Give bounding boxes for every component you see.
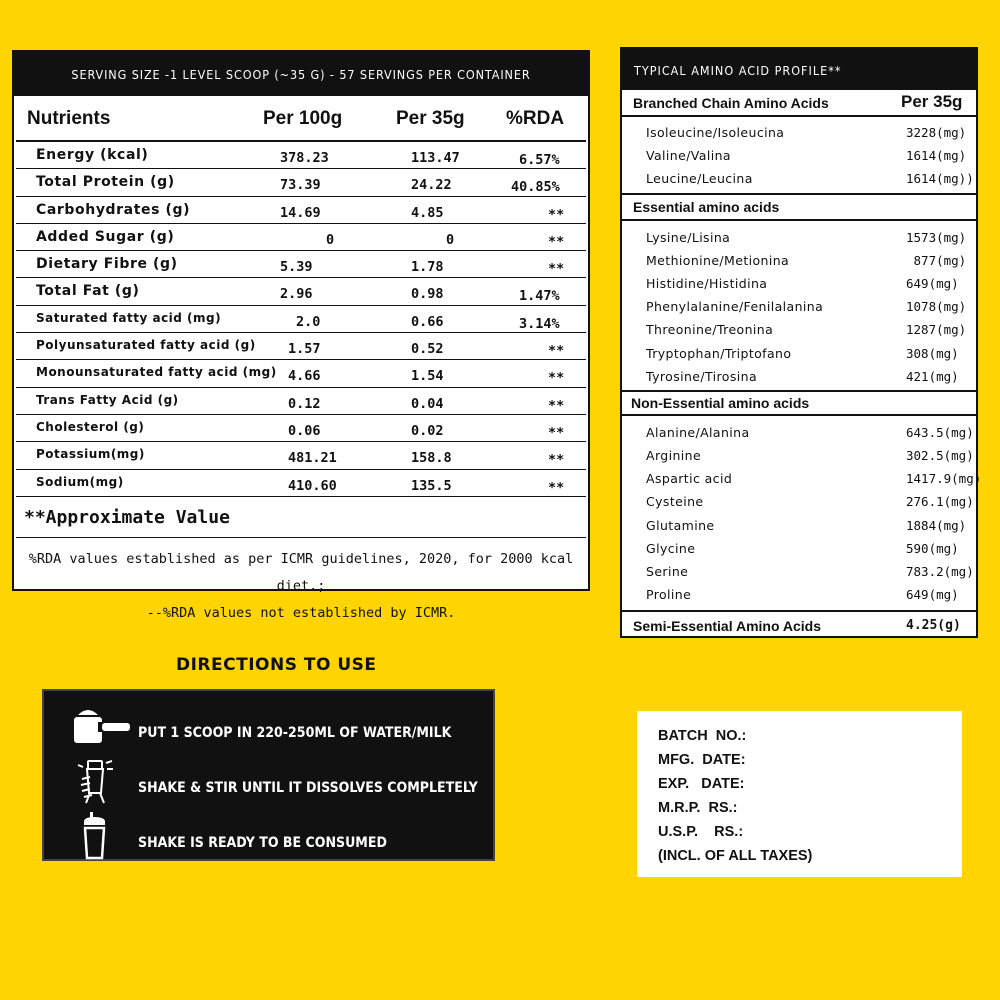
amino-name: Leucine/Leucina xyxy=(646,171,753,187)
nutrient-per100: 2.0 xyxy=(296,313,321,330)
nutrient-per35: 0.52 xyxy=(411,341,444,358)
nutrient-name: Monounsaturated fatty acid (mg) xyxy=(36,365,277,380)
nutrient-per100: 5.39 xyxy=(280,259,313,276)
batch-number-label: BATCH NO.: xyxy=(658,728,747,744)
amino-name: Tryptophan/Triptofano xyxy=(646,345,792,361)
nonessential-list xyxy=(622,416,982,613)
nutrient-per100: 0 xyxy=(326,231,335,248)
amino-name: Phenylalanine/Fenilalanina xyxy=(646,299,824,315)
nutrient-per100: 481.21 xyxy=(288,450,337,467)
step-2-text: SHAKE & STIR UNTIL IT DISSOLVES COMPLETELY xyxy=(138,780,478,796)
nutrient-per100: 0.12 xyxy=(288,395,321,412)
nutrient-row-carbohydrates xyxy=(16,197,586,224)
amino-name: Proline xyxy=(646,587,692,603)
nutrient-name: Added Sugar (g) xyxy=(36,228,175,245)
amino-name: Cysteine xyxy=(646,494,704,510)
amino-row xyxy=(622,421,976,444)
essential-title: Essential amino acids xyxy=(633,198,780,215)
amino-row xyxy=(622,249,976,272)
amino-row xyxy=(622,560,976,583)
nutrient-per35: 113.47 xyxy=(411,150,460,166)
amino-value: 1417.9(mg) xyxy=(906,471,982,487)
nutrient-rda: ** xyxy=(548,370,565,387)
shake-hand-icon xyxy=(76,757,116,807)
nutrient-rda: 3.14% xyxy=(519,315,560,332)
nutrient-name: Sodium(mg) xyxy=(36,474,124,489)
amino-row xyxy=(622,537,976,560)
amino-name: Valine/Valina xyxy=(646,148,731,164)
amino-value: 1614(mg) xyxy=(906,148,967,164)
semi-essential-row xyxy=(622,612,976,636)
nutrient-name: Saturated fatty acid (mg) xyxy=(36,310,222,325)
amino-value: 590(mg) xyxy=(906,540,959,556)
nutrient-per35: 158.8 xyxy=(411,450,452,467)
amino-value: 877(mg) xyxy=(906,252,967,268)
essential-section-header xyxy=(622,195,976,221)
rda-footnote xyxy=(14,538,588,627)
amino-row xyxy=(622,167,976,190)
amino-acid-profile-panel xyxy=(620,47,982,638)
nutrient-per100: 14.69 xyxy=(280,204,321,221)
nutrient-per35: 24.22 xyxy=(411,177,452,194)
nutrient-per35: 4.85 xyxy=(411,204,444,221)
nutrient-name: Potassium(mg) xyxy=(36,447,145,462)
per-35g-label: Per 35g xyxy=(901,92,963,111)
nutrient-row-trans-fat xyxy=(16,388,586,415)
nutrient-row-added-sugar xyxy=(16,224,586,251)
amino-value: 1078(mg) xyxy=(906,299,967,315)
col-per-35g: Per 35g xyxy=(396,108,465,129)
rda-footnote-line-1: %RDA values established as per ICMR guidelines, 2020, for 2000 kcal diet.; xyxy=(28,550,574,594)
mfg-date-label: MFG. DATE: xyxy=(658,752,746,768)
semi-essential-title: Semi-Essential Amino Acids xyxy=(633,618,822,635)
nutrient-rda: ** xyxy=(548,206,565,223)
nutrient-per100: 410.60 xyxy=(288,477,337,494)
amino-value: 1573(mg) xyxy=(906,229,967,245)
nutrient-rda: 40.85% xyxy=(511,179,560,196)
amino-name: Lysine/Lisina xyxy=(646,229,731,245)
nutrient-row-total-fat xyxy=(16,278,586,305)
amino-name: Serine xyxy=(646,564,689,579)
amino-value: 1287(mg) xyxy=(906,322,967,338)
nutrient-row-monounsaturated-fat xyxy=(16,360,586,387)
amino-value: 421(mg) xyxy=(906,368,959,384)
col-rda: %RDA xyxy=(506,108,565,129)
nutrient-name: Energy (kcal) xyxy=(36,147,149,163)
amino-name: Threonine/Treonina xyxy=(646,322,774,338)
nutrient-per100: 1.57 xyxy=(288,341,321,358)
nutrient-row-energy xyxy=(16,142,586,169)
nutrient-name: Dietary Fibre (g) xyxy=(36,256,178,273)
amino-value: 649(mg) xyxy=(906,587,959,603)
essential-list xyxy=(622,221,976,392)
nutrient-rda: ** xyxy=(548,397,565,414)
semi-essential-value: 4.25(g) xyxy=(906,618,961,634)
mrp-label: M.R.P. RS.: xyxy=(658,800,738,816)
col-per-100g: Per 100g xyxy=(263,108,343,129)
amino-row xyxy=(622,514,976,537)
nutrient-row-sodium xyxy=(16,470,586,497)
nutrient-name: Carbohydrates (g) xyxy=(36,201,191,218)
exp-date-label: EXP. DATE: xyxy=(658,776,745,792)
nutrient-name: Trans Fatty Acid (g) xyxy=(36,392,179,407)
nutrient-row-polyunsaturated-fat xyxy=(16,333,586,360)
amino-row xyxy=(622,144,976,167)
nutrient-name: Total Fat (g) xyxy=(36,283,140,300)
nutrient-per35: 0.02 xyxy=(411,422,444,439)
nutrient-rda: 6.57% xyxy=(519,152,560,168)
amino-name: Arginine xyxy=(646,448,702,464)
nutrient-per35: 0.66 xyxy=(411,313,444,330)
nutrient-rda: ** xyxy=(548,343,565,360)
nutrient-rda: ** xyxy=(548,261,565,278)
nutrient-per35: 0.04 xyxy=(411,395,444,412)
nutrient-per100: 4.66 xyxy=(288,368,321,385)
amino-row xyxy=(622,444,976,467)
nutrient-per35: 1.78 xyxy=(411,259,444,276)
nutrient-per35: 135.5 xyxy=(411,477,452,494)
bcaa-list xyxy=(622,117,976,195)
amino-value: 3228(mg) xyxy=(906,125,967,140)
amino-row xyxy=(622,467,982,490)
nutrient-name: Cholesterol (g) xyxy=(36,419,145,434)
amino-value: 1884(mg) xyxy=(906,517,967,533)
shaker-bottle-icon xyxy=(80,811,110,861)
nutrient-per100: 73.39 xyxy=(280,177,321,194)
nutrient-rda: ** xyxy=(548,479,565,496)
nonessential-title: Non-Essential amino acids xyxy=(631,394,810,411)
bcaa-section-header xyxy=(622,90,976,117)
amino-name: Aspartic acid xyxy=(646,471,733,487)
step-3-text: SHAKE IS READY TO BE CONSUMED xyxy=(138,835,387,851)
amino-name: Isoleucine/Isoleucina xyxy=(646,125,785,140)
amino-value: 276.1(mg) xyxy=(906,494,974,510)
amino-value: 783.2(mg) xyxy=(906,564,974,579)
amino-row xyxy=(622,583,976,606)
amino-name: Tyrosine/Tirosina xyxy=(646,368,758,384)
taxes-note: (INCL. OF ALL TAXES) xyxy=(658,848,813,864)
rda-footnote-line-2: --%RDA values not established by ICMR. xyxy=(146,604,456,621)
nutrient-rda: ** xyxy=(548,233,565,250)
amino-name: Glycine xyxy=(646,540,696,556)
amino-row xyxy=(622,490,976,513)
bcaa-title: Branched Chain Amino Acids xyxy=(633,95,829,111)
batch-info-box xyxy=(637,711,962,877)
amino-row xyxy=(622,365,976,388)
nutrient-row-cholesterol xyxy=(16,415,586,442)
nutrient-name: Polyunsaturated fatty acid (g) xyxy=(36,338,256,353)
amino-row xyxy=(622,272,976,295)
amino-profile-header: TYPICAL AMINO ACID PROFILE** xyxy=(622,49,976,90)
amino-row xyxy=(622,121,976,144)
nutrient-per35: 0 xyxy=(446,231,455,248)
amino-row xyxy=(622,318,976,341)
amino-row xyxy=(622,342,976,365)
amino-value: 308(mg) xyxy=(906,345,959,361)
nutrient-rda: ** xyxy=(548,424,565,441)
nutrient-row-saturated-fat xyxy=(16,306,586,333)
amino-row xyxy=(622,295,976,318)
nutrient-row-dietary-fibre xyxy=(16,251,586,278)
step-1-text: PUT 1 SCOOP IN 220-250ML OF WATER/MILK xyxy=(138,725,452,741)
nutrient-per35: 0.98 xyxy=(411,286,444,303)
amino-value: 649(mg) xyxy=(906,275,959,291)
serving-size-header: SERVING SIZE -1 LEVEL SCOOP (~35 G) - 57 SERVINGS PER CONTAINER xyxy=(14,52,588,96)
amino-name: Methionine/Metionina xyxy=(646,252,790,268)
amino-name: Histidine/Histidina xyxy=(646,275,768,291)
amino-value: 643.5(mg) xyxy=(906,424,974,440)
col-nutrients: Nutrients xyxy=(27,108,111,129)
nonessential-section-header xyxy=(622,392,976,416)
nutrient-row-potassium xyxy=(16,442,586,469)
amino-value: 1614(mg)) xyxy=(906,171,974,187)
nutrition-column-headers xyxy=(16,96,586,142)
nutrition-facts-panel xyxy=(12,50,590,621)
nutrient-per100: 0.06 xyxy=(288,422,321,439)
amino-name: Alanine/Alanina xyxy=(646,424,750,440)
directions-panel xyxy=(42,689,495,861)
approximate-value-note: **Approximate Value xyxy=(16,497,586,538)
nutrient-per35: 1.54 xyxy=(411,368,444,385)
amino-name: Glutamine xyxy=(646,517,715,533)
usp-label: U.S.P. RS.: xyxy=(658,824,744,840)
amino-row xyxy=(622,226,976,249)
amino-value: 302.5(mg) xyxy=(906,448,974,464)
nutrient-name: Total Protein (g) xyxy=(36,174,175,191)
directions-title: DIRECTIONS TO USE xyxy=(176,655,377,675)
scoop-icon xyxy=(70,705,134,747)
nutrient-row-protein xyxy=(16,169,586,196)
nutrient-rda: ** xyxy=(548,452,565,469)
nutrient-rda: 1.47% xyxy=(519,288,560,305)
nutrient-per100: 378.23 xyxy=(280,150,329,166)
nutrient-per100: 2.96 xyxy=(280,286,313,303)
